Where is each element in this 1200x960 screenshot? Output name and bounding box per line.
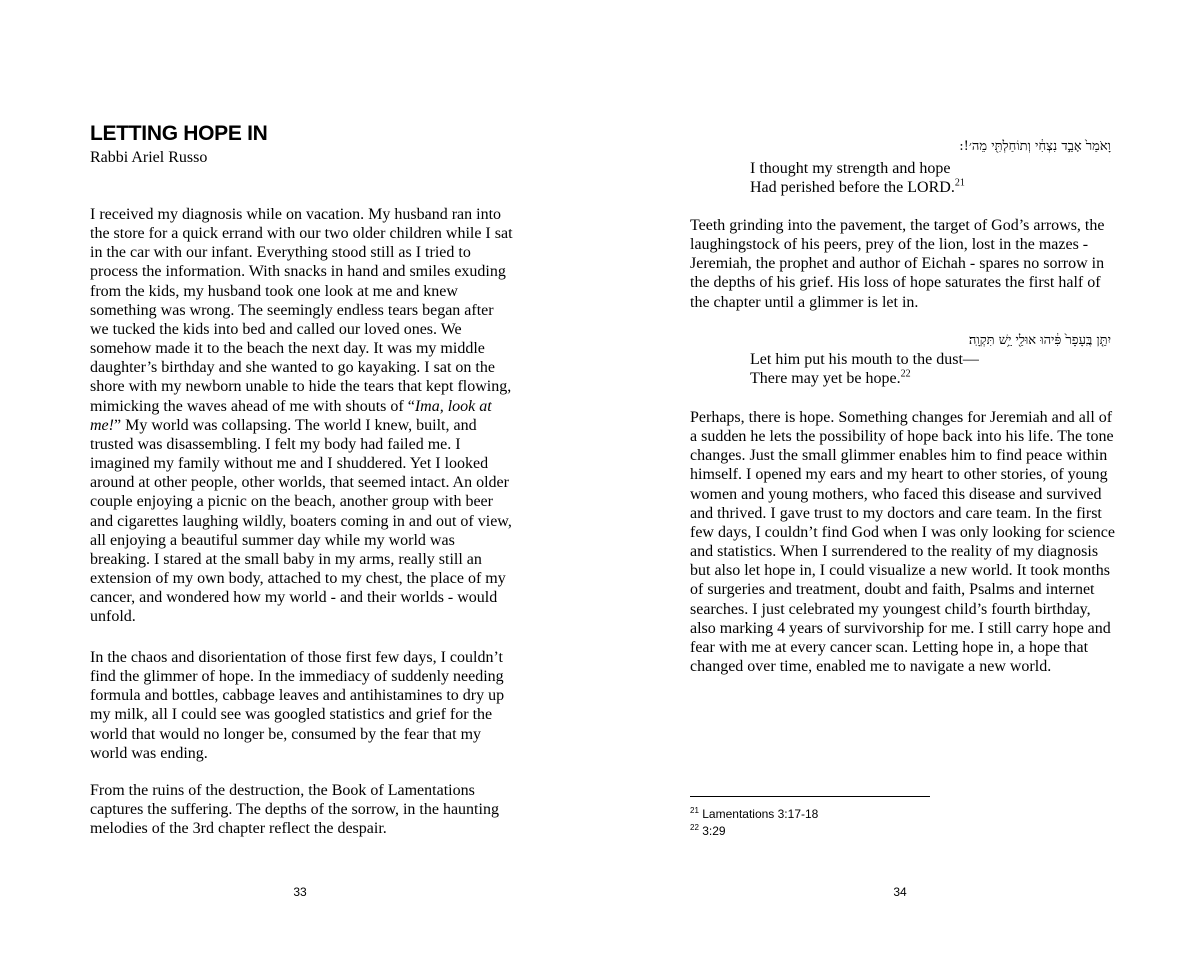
body-paragraph [90,205,515,626]
footnote-number: 22 [690,823,699,832]
paragraph-text: ” My world was collapsing. The world I knew, built, and trusted was disassembling. I felt my body had failed me. I imagined my family without me and I shuddered. Yet I looked around at other people, other worlds, that seemed intact. An older couple enjoying a picnic on the beach, another group with beer and cigarettes laughing wildly, boaters coming in and out of view, all enjoying a beautiful summer day while my world was breaking. I stared at the small baby in my arms, really still an extension of my own body, attached to my chest, the place of my cancer, and wondered how my world - and their worlds - would unfold. [90,416,512,626]
author-name: Rabbi Ariel Russo [90,149,208,166]
footnote [690,807,818,821]
body-paragraph: Perhaps, there is hope. Something changes for Jeremiah and all of a sudden he lets the possibility of hope back into his life. The tone changes. Just the small glimmer enables him to find peace within himself. I opened my ears and my heart to other stories, of young women and young mothers, who faced this disease and survived and thrived. I gave trust to my doctors and care team. In the first few days, I couldn’t find God when I was only looking for science and statistics. When I surrendered to the reality of my diagnosis but also let hope in, I could visualize a new world. It took months of surgeries and treatment, doubt and faith, Psalms and internet searches. I just celebrated my youngest child’s fourth birthday, also marking 4 years of survivorship for me. I still carry hope and fear with me at every cancer scan. Letting hope in, a hope that changed over time, enabled me to navigate a new world. [690,409,1115,676]
verse-line: I thought my strength and hope [750,160,951,177]
verse-line [750,369,979,388]
footnote-ref[interactable]: 22 [900,368,911,380]
verse-line [750,178,965,197]
footnote [690,824,726,838]
body-paragraph: From the ruins of the destruction, the Book of Lamentations captures the suffering. The depths of the sorrow, in the haunting melodies of the 3rd chapter reflect the despair. [90,782,499,838]
page-number: 33 [293,885,307,899]
verse-line-text: Had perished before the LORD. [750,179,955,197]
hebrew-verse: יִתֵּ֤ן בֶּֽעָפָר֙ פִּ֔יהוּ אוּלַ֖י יֵ֥שׁ תִּקְוָֽה׃ [968,333,1111,348]
footnote-ref[interactable]: 21 [954,177,965,189]
footnote-text: Lamentations 3:17-18 [702,807,819,821]
chapter-title: LETTING HOPE IN [90,122,268,145]
italic-quote: Ima, look at me! [90,397,492,434]
verse-translation [750,350,979,388]
footnote-number: 21 [690,806,699,815]
body-paragraph: Teeth grinding into the pavement, the target of God’s arrows, the laughingstock of his peers, prey of the lion, lost in the mazes - Jeremiah, the prophet and author of Eichah - spares no sorrow in the depths of his grief. His loss of hope saturates the first half of the chapter until a glimmer is let in. [690,217,1105,311]
body-paragraph: In the chaos and disorientation of those first few days, I couldn’t find the glimmer of hope. In the immediacy of suddenly needing formula and bottles, cabbage leaves and antihistamines to dry up my milk, all I could see was googled statistics and grief for the world that would no longer be, consumed by the fear that my world was ending. [90,649,505,762]
hebrew-verse: וָאֹמַר֙ אָבַ֣ד נִצְחִ֔י וְתוֹחַלְתִּ֖י מֵה׳!: [959,139,1111,154]
page-number: 34 [893,885,907,899]
right-page [600,0,1200,960]
footnote-divider [690,796,930,797]
verse-translation [750,159,965,197]
paragraph-text: I received my diagnosis while on vacation. My husband ran into the store for a quick errand with our two older children while I sat in the car with our infant. Everything stood still as I tried to process the information. With snacks in hand and smiles exuding from the kids, my husband took one look at me and knew something was wrong. The seemingly endless tears began after we tucked the kids into bed and called our loved ones. We somehow made it to the beach the next day. It was my middle daughter’s birthday and she wanted to go kayaking. I sat on the shore with my newborn unable to hide the tears that kept flowing, mimicking the waves ahead of me with shouts of “ [90,206,513,415]
footnote-text: 3:29 [702,824,726,838]
verse-line-text: There may yet be hope. [750,370,901,388]
verse-line: Let him put his mouth to the dust— [750,351,979,368]
